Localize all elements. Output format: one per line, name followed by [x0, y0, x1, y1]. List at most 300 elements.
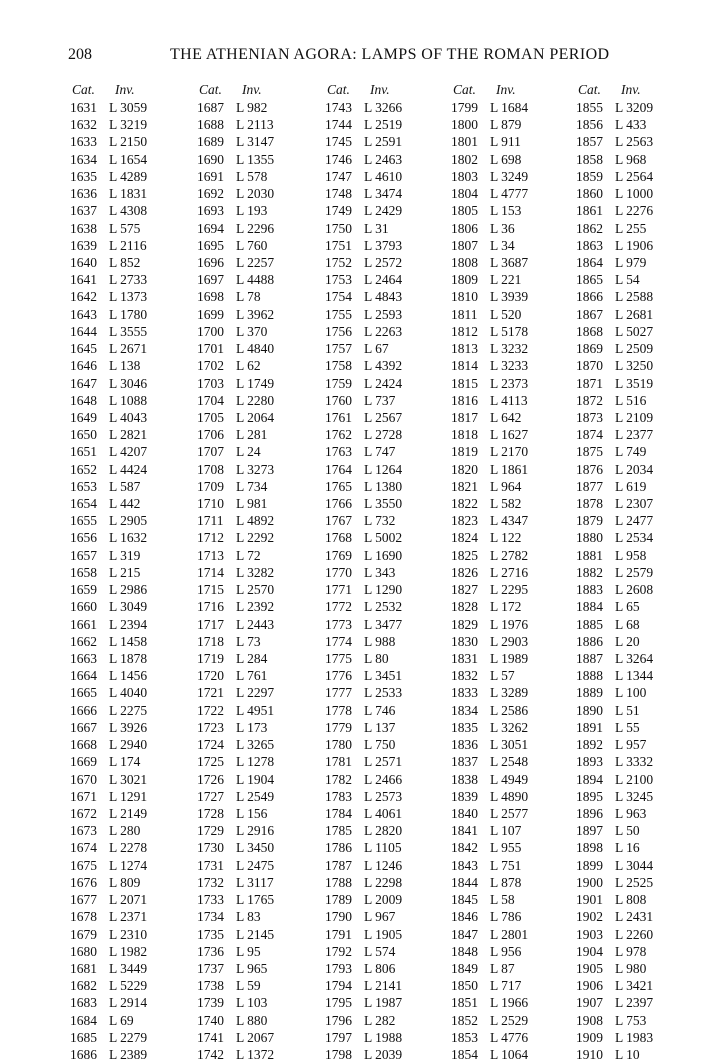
- inventory-number: L 2424: [364, 375, 403, 391]
- inventory-number: L 3266: [364, 100, 403, 115]
- cat-number: 1699: [197, 306, 224, 322]
- cat-number: 1821: [451, 478, 478, 494]
- inventory-number: L 4308: [109, 203, 148, 219]
- inventory-number: L 2525: [615, 874, 654, 890]
- catalog-row: [576, 564, 696, 581]
- inventory-number: L 806: [364, 960, 396, 976]
- inventory-number: L 3926: [109, 719, 148, 735]
- cat-header: Cat.: [453, 82, 476, 97]
- cat-number: 1667: [70, 719, 97, 735]
- inventory-number: L 3519: [615, 375, 654, 391]
- cat-number: 1773: [325, 616, 352, 632]
- cat-number: 1659: [70, 582, 97, 598]
- catalog-row: [325, 340, 445, 357]
- cat-number: 1810: [451, 289, 478, 305]
- catalog-row: [70, 771, 190, 788]
- inventory-number: L 2529: [490, 1012, 529, 1028]
- cat-number: 1802: [451, 151, 478, 167]
- cat-number: 1900: [576, 874, 603, 890]
- cat-number: 1735: [197, 926, 224, 942]
- cat-number: 1768: [325, 530, 352, 546]
- cat-number: 1713: [197, 547, 224, 563]
- cat-number: 1868: [576, 323, 603, 339]
- catalog-row: [325, 1029, 445, 1046]
- catalog-row: [576, 616, 696, 633]
- cat-number: 1856: [576, 117, 603, 133]
- inventory-number: L 732: [364, 513, 396, 529]
- inventory-number: L 73: [236, 633, 261, 649]
- inventory-number: L 100: [615, 685, 647, 701]
- inventory-number: L 957: [615, 737, 647, 753]
- catalog-row: [70, 736, 190, 753]
- inventory-number: L 1989: [490, 651, 529, 666]
- cat-number: 1797: [325, 1029, 352, 1045]
- catalog-row: [70, 168, 190, 185]
- catalog-row: [451, 891, 571, 908]
- catalog-row: [576, 1012, 696, 1029]
- catalog-row: [451, 288, 571, 305]
- inventory-number: L 2392: [236, 599, 275, 615]
- inventory-number: L 4113: [490, 392, 528, 408]
- cat-number: 1640: [70, 254, 97, 270]
- cat-number: 1851: [451, 995, 478, 1011]
- catalog-row: [576, 529, 696, 546]
- cat-number: 1677: [70, 892, 97, 908]
- catalog-row: [197, 237, 317, 254]
- inventory-number: L 36: [490, 220, 515, 236]
- inventory-number: L 83: [236, 909, 261, 925]
- inventory-number: L 4043: [109, 409, 148, 425]
- catalog-row: [70, 237, 190, 254]
- inventory-number: L 2519: [364, 117, 403, 133]
- cat-number: 1697: [197, 272, 224, 288]
- cat-number: 1805: [451, 203, 478, 219]
- cat-number: 1839: [451, 788, 478, 804]
- cat-number: 1811: [451, 306, 478, 322]
- inventory-number: L 746: [364, 702, 396, 718]
- catalog-row: [70, 220, 190, 237]
- inv-header: Inv.: [370, 82, 390, 97]
- inventory-number: L 2280: [236, 392, 275, 408]
- cat-number: 1908: [576, 1012, 603, 1028]
- inventory-number: L 5027: [615, 323, 654, 339]
- inventory-number: L 3421: [615, 978, 654, 994]
- cat-number: 1813: [451, 341, 478, 357]
- cat-number: 1836: [451, 737, 478, 753]
- catalog-row: [451, 564, 571, 581]
- inventory-number: L 1627: [490, 427, 529, 443]
- catalog-row: [451, 771, 571, 788]
- cat-number: 1641: [70, 272, 97, 288]
- cat-number: 1653: [70, 478, 97, 494]
- catalog-row: [70, 598, 190, 615]
- cat-number: 1896: [576, 805, 603, 821]
- inventory-number: L 880: [236, 1012, 268, 1028]
- cat-number: 1749: [325, 203, 352, 219]
- catalog-row: [451, 684, 571, 701]
- cat-number: 1852: [451, 1012, 478, 1028]
- inventory-number: L 1632: [109, 530, 148, 546]
- catalog-row: [325, 874, 445, 891]
- catalog-row: [451, 271, 571, 288]
- inventory-number: L 3262: [490, 719, 529, 735]
- cat-number: 1704: [197, 392, 224, 408]
- catalog-row: [197, 340, 317, 357]
- inventory-number: L 980: [615, 960, 647, 976]
- inventory-number: L 4392: [364, 358, 403, 374]
- inventory-number: L 138: [109, 358, 141, 374]
- cat-number: 1652: [70, 461, 97, 477]
- catalog-row: [70, 202, 190, 219]
- cat-number: 1682: [70, 978, 97, 994]
- catalog-row: [325, 805, 445, 822]
- catalog-row: [70, 839, 190, 856]
- column-header: [576, 82, 696, 99]
- catalog-row: [197, 960, 317, 977]
- catalog-row: [197, 1046, 317, 1063]
- cat-number: 1769: [325, 547, 352, 563]
- catalog-row: [451, 340, 571, 357]
- inventory-number: L 2100: [615, 771, 654, 787]
- inventory-number: L 2145: [236, 926, 275, 942]
- catalog-row: [197, 185, 317, 202]
- cat-number: 1832: [451, 668, 478, 684]
- column-header: [325, 82, 445, 99]
- catalog-row: [325, 202, 445, 219]
- catalog-row: [451, 874, 571, 891]
- catalog-row: [576, 667, 696, 684]
- cat-number: 1746: [325, 151, 352, 167]
- catalog-row: [325, 461, 445, 478]
- catalog-row: [451, 254, 571, 271]
- cat-number: 1826: [451, 564, 478, 580]
- catalog-row: [451, 598, 571, 615]
- cat-number: 1859: [576, 168, 603, 184]
- inventory-number: L 2579: [615, 564, 654, 580]
- inventory-number: L 5229: [109, 978, 148, 994]
- inventory-number: L 2577: [490, 805, 529, 821]
- cat-number: 1901: [576, 892, 603, 908]
- catalog-row: [70, 874, 190, 891]
- cat-number: 1694: [197, 220, 224, 236]
- inventory-number: L 2431: [615, 909, 654, 925]
- inventory-number: L 575: [109, 220, 141, 236]
- catalog-row: [576, 254, 696, 271]
- inventory-number: L 2377: [615, 427, 654, 443]
- cat-number: 1631: [70, 100, 97, 115]
- cat-number: 1814: [451, 358, 478, 374]
- catalog-row: [325, 839, 445, 856]
- cat-number: 1725: [197, 754, 224, 770]
- cat-number: 1763: [325, 444, 352, 460]
- cat-number: 1775: [325, 651, 352, 666]
- inventory-number: L 280: [109, 823, 141, 839]
- catalog-row: [576, 822, 696, 839]
- catalog-row: [576, 99, 696, 116]
- cat-number: 1892: [576, 737, 603, 753]
- catalog-row: [197, 392, 317, 409]
- catalog-row: [325, 288, 445, 305]
- inv-header: Inv.: [496, 82, 516, 97]
- inventory-number: L 982: [236, 100, 268, 115]
- catalog-row: [197, 719, 317, 736]
- column-header: [197, 82, 317, 99]
- catalog-row: [70, 1046, 190, 1063]
- catalog-row: [576, 288, 696, 305]
- inventory-number: L 87: [490, 960, 515, 976]
- inv-header: Inv.: [115, 82, 135, 97]
- catalog-row: [70, 426, 190, 443]
- catalog-row: [451, 392, 571, 409]
- cat-number: 1724: [197, 737, 224, 753]
- cat-number: 1776: [325, 668, 352, 684]
- catalog-row: [70, 581, 190, 598]
- catalog-row: [576, 443, 696, 460]
- cat-number: 1755: [325, 306, 352, 322]
- inventory-number: L 2276: [615, 203, 654, 219]
- catalog-row: [451, 529, 571, 546]
- inventory-number: L 193: [236, 203, 268, 219]
- inventory-number: L 2564: [615, 168, 654, 184]
- cat-number: 1740: [197, 1012, 224, 1028]
- catalog-row: [70, 443, 190, 460]
- catalog-row: [451, 237, 571, 254]
- inventory-number: L 2071: [109, 892, 148, 908]
- cat-number: 1673: [70, 823, 97, 839]
- catalog-row: [197, 702, 317, 719]
- inventory-number: L 3687: [490, 254, 529, 270]
- cat-number: 1860: [576, 186, 603, 202]
- cat-number: 1726: [197, 771, 224, 787]
- cat-number: 1727: [197, 788, 224, 804]
- catalog-row: [576, 220, 696, 237]
- catalog-row: [197, 478, 317, 495]
- inventory-number: L 281: [236, 427, 268, 443]
- cat-number: 1816: [451, 392, 478, 408]
- inventory-number: L 1355: [236, 151, 275, 167]
- catalog-row: [576, 908, 696, 925]
- cat-number: 1698: [197, 289, 224, 305]
- cat-number: 1756: [325, 323, 352, 339]
- inventory-number: L 4424: [109, 461, 148, 477]
- cat-number: 1798: [325, 1047, 352, 1063]
- inventory-number: L 2821: [109, 427, 148, 443]
- cat-number: 1910: [576, 1047, 603, 1063]
- catalog-row: [197, 943, 317, 960]
- inventory-number: L 3449: [109, 960, 148, 976]
- cat-number: 1647: [70, 375, 97, 391]
- catalog-row: [451, 908, 571, 925]
- catalog-row: [70, 271, 190, 288]
- catalog-row: [325, 168, 445, 185]
- catalog-row: [197, 495, 317, 512]
- inventory-number: L 979: [615, 254, 647, 270]
- catalog-row: [451, 220, 571, 237]
- catalog-row: [576, 874, 696, 891]
- cat-number: 1701: [197, 341, 224, 357]
- inventory-number: L 1274: [109, 857, 148, 873]
- inventory-number: L 587: [109, 478, 141, 494]
- catalog-row: [70, 702, 190, 719]
- cat-number: 1736: [197, 943, 224, 959]
- catalog-row: [451, 168, 571, 185]
- cat-number: 1850: [451, 978, 478, 994]
- catalog-row: [325, 616, 445, 633]
- catalog-row: [197, 220, 317, 237]
- catalog-row: [197, 1012, 317, 1029]
- cat-number: 1633: [70, 134, 97, 150]
- catalog-row: [325, 99, 445, 116]
- cat-number: 1877: [576, 478, 603, 494]
- cat-number: 1666: [70, 702, 97, 718]
- cat-number: 1767: [325, 513, 352, 529]
- cat-number: 1651: [70, 444, 97, 460]
- cat-number: 1702: [197, 358, 224, 374]
- cat-number: 1734: [197, 909, 224, 925]
- catalog-row: [451, 375, 571, 392]
- cat-number: 1794: [325, 978, 352, 994]
- cat-number: 1752: [325, 254, 352, 270]
- catalog-row: [325, 426, 445, 443]
- catalog-row: [325, 857, 445, 874]
- cat-number: 1747: [325, 168, 352, 184]
- inventory-number: L 1064: [490, 1047, 529, 1063]
- inventory-number: L 4777: [490, 186, 529, 202]
- cat-number: 1703: [197, 375, 224, 391]
- inventory-number: L 1780: [109, 306, 148, 322]
- inventory-number: L 2588: [615, 289, 654, 305]
- catalog-row: [70, 323, 190, 340]
- cat-number: 1891: [576, 719, 603, 735]
- cat-number: 1649: [70, 409, 97, 425]
- inventory-number: L 1976: [490, 616, 529, 632]
- inventory-number: L 3147: [236, 134, 275, 150]
- cat-number: 1753: [325, 272, 352, 288]
- catalog-row: [325, 375, 445, 392]
- catalog-row: [576, 202, 696, 219]
- cat-number: 1766: [325, 496, 352, 512]
- inventory-number: L 3219: [109, 117, 148, 133]
- cat-number: 1660: [70, 599, 97, 615]
- cat-number: 1845: [451, 892, 478, 908]
- catalog-row: [197, 409, 317, 426]
- inventory-number: L 582: [490, 496, 522, 512]
- inventory-number: L 103: [236, 995, 268, 1011]
- catalog-row: [576, 116, 696, 133]
- cat-number: 1758: [325, 358, 352, 374]
- catalog-row: [70, 185, 190, 202]
- cat-number: 1823: [451, 513, 478, 529]
- cat-number: 1670: [70, 771, 97, 787]
- cat-number: 1894: [576, 771, 603, 787]
- cat-number: 1842: [451, 840, 478, 856]
- inventory-number: L 2295: [490, 582, 529, 598]
- catalog-row: [325, 822, 445, 839]
- cat-number: 1765: [325, 478, 352, 494]
- inventory-number: L 4949: [490, 771, 529, 787]
- catalog-columns: [0, 82, 725, 1063]
- catalog-row: [576, 271, 696, 288]
- catalog-row: [70, 891, 190, 908]
- cat-number: 1818: [451, 427, 478, 443]
- cat-number: 1777: [325, 685, 352, 701]
- cat-number: 1754: [325, 289, 352, 305]
- inventory-number: L 2149: [109, 805, 148, 821]
- cat-number: 1687: [197, 100, 224, 115]
- catalog-row: [325, 788, 445, 805]
- inventory-number: L 2170: [490, 444, 529, 460]
- catalog-row: [576, 237, 696, 254]
- inventory-number: L 72: [236, 547, 261, 563]
- cat-number: 1876: [576, 461, 603, 477]
- cat-number: 1870: [576, 358, 603, 374]
- catalog-row: [576, 650, 696, 667]
- inventory-number: L 16: [615, 840, 640, 856]
- catalog-row: [451, 650, 571, 667]
- catalog-row: [325, 323, 445, 340]
- cat-number: 1679: [70, 926, 97, 942]
- inventory-number: L 3021: [109, 771, 148, 787]
- inventory-number: L 2570: [236, 582, 275, 598]
- inventory-number: L 68: [615, 616, 640, 632]
- catalog-row: [451, 736, 571, 753]
- cat-number: 1642: [70, 289, 97, 305]
- running-title: THE ATHENIAN AGORA: LAMPS OF THE ROMAN PERIOD: [170, 46, 610, 63]
- catalog-row: [197, 512, 317, 529]
- catalog-row: [197, 357, 317, 374]
- cat-number: 1709: [197, 478, 224, 494]
- inventory-number: L 879: [490, 117, 522, 133]
- cat-number: 1817: [451, 409, 478, 425]
- cat-number: 1795: [325, 995, 352, 1011]
- cat-number: 1720: [197, 668, 224, 684]
- cat-number: 1671: [70, 788, 97, 804]
- inventory-number: L 156: [236, 805, 268, 821]
- inventory-number: L 1690: [364, 547, 403, 563]
- cat-number: 1886: [576, 633, 603, 649]
- inventory-number: L 1765: [236, 892, 275, 908]
- cat-number: 1884: [576, 599, 603, 615]
- inventory-number: L 968: [615, 151, 647, 167]
- cat-number: 1784: [325, 805, 352, 821]
- cat-number: 1788: [325, 874, 352, 890]
- catalog-row: [197, 857, 317, 874]
- cat-number: 1772: [325, 599, 352, 615]
- catalog-row: [197, 822, 317, 839]
- inventory-number: L 1458: [109, 633, 148, 649]
- inventory-number: L 2463: [364, 151, 403, 167]
- inventory-number: L 2009: [364, 892, 403, 908]
- catalog-row: [197, 667, 317, 684]
- cat-number: 1878: [576, 496, 603, 512]
- catalog-row: [451, 960, 571, 977]
- cat-number: 1822: [451, 496, 478, 512]
- catalog-row: [70, 977, 190, 994]
- inventory-number: L 574: [364, 943, 396, 959]
- catalog-row: [197, 99, 317, 116]
- inventory-number: L 2310: [109, 926, 148, 942]
- cat-number: 1669: [70, 754, 97, 770]
- inventory-number: L 988: [364, 633, 396, 649]
- inventory-number: L 62: [236, 358, 261, 374]
- catalog-row: [325, 133, 445, 150]
- catalog-row: [197, 529, 317, 546]
- catalog-row: [325, 220, 445, 237]
- inventory-number: L 4890: [490, 788, 529, 804]
- catalog-row: [197, 306, 317, 323]
- catalog-row: [576, 392, 696, 409]
- cat-number: 1646: [70, 358, 97, 374]
